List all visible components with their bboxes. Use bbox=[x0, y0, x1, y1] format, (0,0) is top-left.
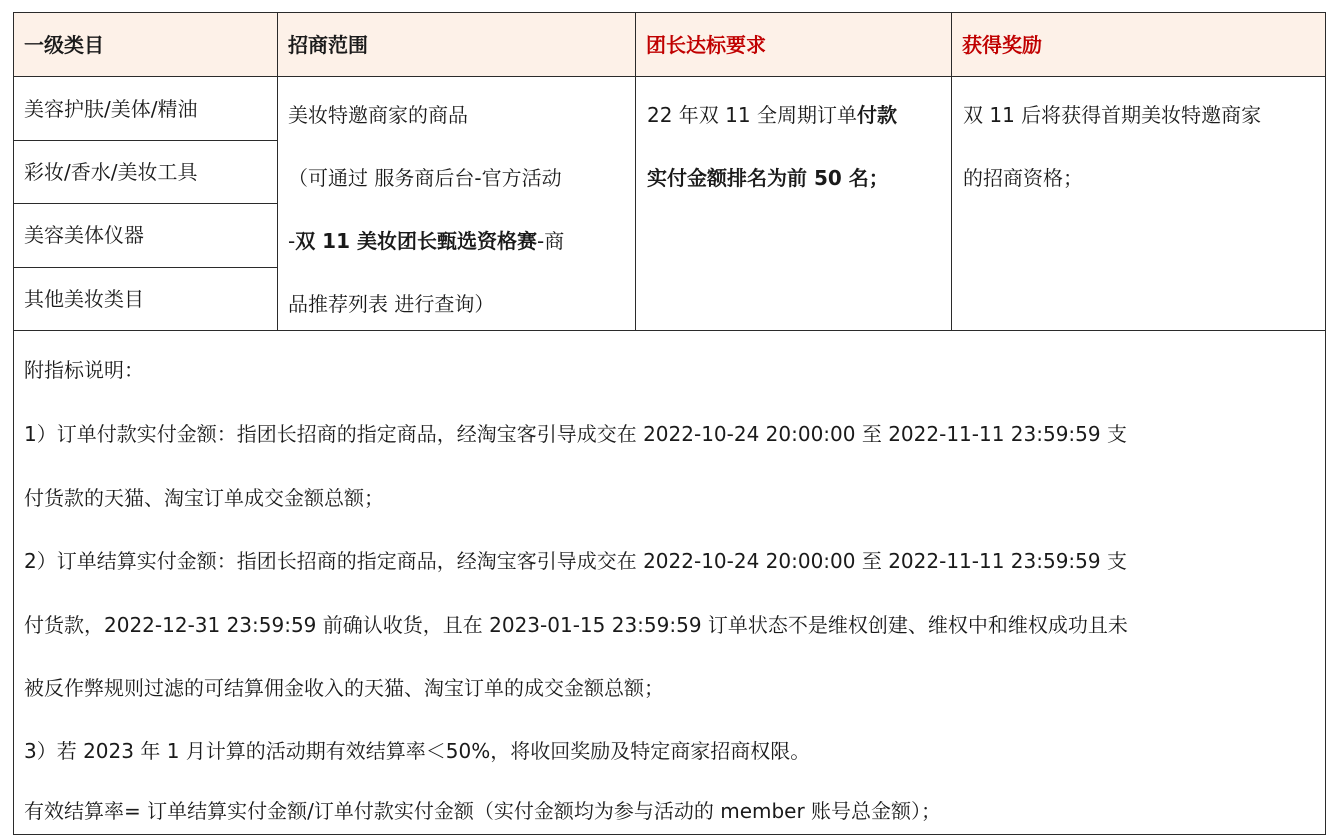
scope-line-2: （可通过 服务商后台-官方活动 bbox=[288, 166, 562, 190]
reward-line-1: 双 11 后将获得首期美妆特邀商家 bbox=[963, 103, 1262, 127]
scope-activity-name: 双 11 美妆团长甄选资格赛 bbox=[295, 229, 537, 253]
note-line: 有效结算率= 订单结算实付金额/订单付款实付金额（实付金额均为参与活动的 member 账号总金额）； bbox=[24, 799, 942, 823]
category-item: 美容美体仪器 bbox=[24, 223, 144, 247]
requirement-line-2: 实付金额排名为前 50 名； bbox=[647, 166, 889, 190]
note-line: 2）订单结算实付金额：指团长招商的指定商品，经淘宝客引导成交在 2022-10-24 20:00:00 至 2022-11-11 23:59:59 支 bbox=[24, 549, 1127, 573]
category-item: 其他美妆类目 bbox=[24, 287, 144, 311]
scope-line-4: 品推荐列表 进行查询） bbox=[288, 292, 495, 316]
table-header-row bbox=[14, 13, 1325, 77]
col-divider-3 bbox=[951, 13, 952, 331]
scope-suffix: -商 bbox=[536, 229, 565, 253]
col-divider-1 bbox=[277, 13, 278, 331]
scope-line-1: 美妆特邀商家的商品 bbox=[288, 103, 468, 127]
header-category: 一级类目 bbox=[24, 33, 104, 57]
scope-dash: - bbox=[288, 229, 296, 253]
category-item: 美容护肤/美体/精油 bbox=[24, 97, 198, 121]
notes-title: 附指标说明： bbox=[24, 358, 144, 382]
header-scope: 招商范围 bbox=[288, 33, 368, 57]
note-line: 3）若 2023 年 1 月计算的活动期有效结算率＜50%，将收回奖励及特定商家招商权限。 bbox=[24, 739, 811, 763]
reward-line-2: 的招商资格； bbox=[963, 166, 1083, 190]
note-line: 1）订单付款实付金额：指团长招商的指定商品，经淘宝客引导成交在 2022-10-24 20:00:00 至 2022-11-11 23:59:59 支 bbox=[24, 422, 1127, 446]
header-requirement: 团长达标要求 bbox=[646, 33, 766, 57]
requirement-bold: 付款 bbox=[856, 103, 897, 127]
note-line: 被反作弊规则过滤的可结算佣金收入的天猫、淘宝订单的成交金额总额； bbox=[24, 676, 664, 700]
indicator-table bbox=[13, 12, 1326, 835]
col-divider-2 bbox=[635, 13, 636, 331]
scope-line-3 bbox=[288, 225, 564, 254]
note-line: 付货款，2022-12-31 23:59:59 前确认收货，且在 2023-01-15 23:59:59 订单状态不是维权创建、维权中和维权成功且未 bbox=[24, 613, 1128, 637]
requirement-line-1 bbox=[647, 99, 897, 128]
requirement-text: 22 年双 11 全周期订单 bbox=[647, 103, 857, 127]
header-reward: 获得奖励 bbox=[962, 33, 1042, 57]
category-item: 彩妆/香水/美妆工具 bbox=[24, 160, 198, 184]
note-line: 付货款的天猫、淘宝订单成交金额总额； bbox=[24, 486, 384, 510]
